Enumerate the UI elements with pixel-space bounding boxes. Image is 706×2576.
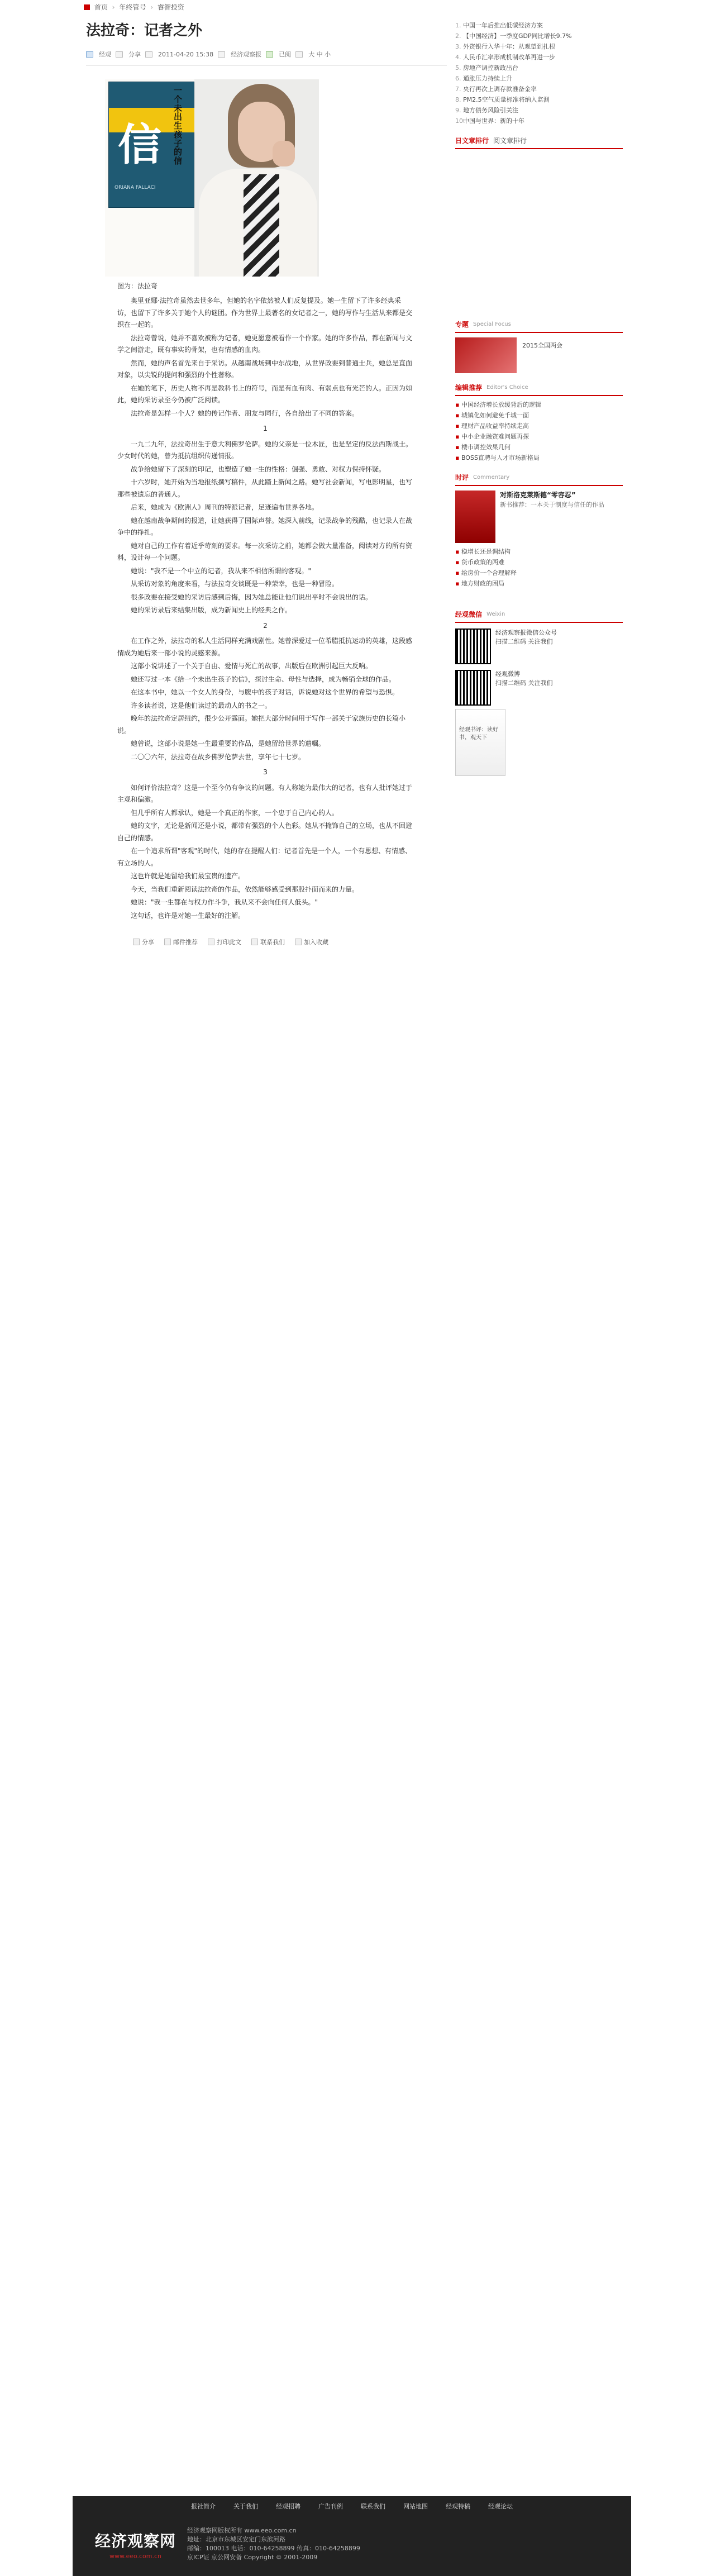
sidebar-list-item[interactable]: [455, 63, 623, 73]
list-item-text: 房地产调控新政出台: [463, 64, 518, 72]
article-paragraph: 她在越南战争期间的报道，让她获得了国际声誉。她深入前线，记录战争的残酷，也记录人在战争中的挣扎。: [117, 516, 413, 536]
footer: [73, 2496, 631, 2576]
qr-title: 经观微信: [455, 611, 483, 618]
font-size-icon: [295, 51, 303, 58]
book-cover-logo: 信: [118, 120, 162, 170]
comment-title: 时评: [455, 474, 469, 482]
section-number: 1: [263, 425, 268, 432]
special-header: [455, 317, 623, 333]
list-item-text: 【中国经济】一季度GDP同比增长9.7%: [463, 32, 572, 40]
sidebar-list-item[interactable]: [455, 94, 623, 105]
article-paragraph: 但几乎所有人都承认，她是一个真正的作家，一个忠于自己内心的人。: [131, 808, 339, 817]
logo-url: www.eeo.com.cn: [109, 2552, 162, 2560]
author-portrait: [194, 79, 319, 277]
footer-nav-link[interactable]: 网站地图: [403, 2503, 428, 2510]
article-paragraph: 许多读者说，这是他们读过的最动人的书之一。: [131, 701, 272, 710]
share-label: 联系我们: [260, 939, 285, 946]
sidebar-list-item[interactable]: [455, 442, 623, 453]
special-title: 专题: [455, 321, 469, 328]
editor-header: [455, 380, 623, 396]
bullet-icon: ▪: [455, 433, 461, 440]
qr-desc: 扫描二维码 关注我们: [495, 679, 553, 687]
list-item-text: 外资银行入华十年：从观望到扎根: [463, 43, 555, 50]
article-paragraph: 战争给她留下了深刻的印记，也塑造了她一生的性格：倔强、勇敢、对权力保持怀疑。: [131, 465, 386, 473]
print-icon: [208, 939, 214, 945]
article-paragraph: 这部小说讲述了一个关于自由、爱情与死亡的故事，出版后在欧洲引起巨大反响。: [131, 662, 373, 670]
channel-icon: [218, 51, 225, 58]
footer-nav-link[interactable]: 广告刊例: [318, 2503, 343, 2510]
qr-item: [455, 670, 623, 706]
sidebar-list-item[interactable]: [455, 52, 623, 63]
ranking-tab[interactable]: 日文章排行: [455, 137, 489, 145]
bullet-icon: ▪: [455, 401, 461, 408]
portrait-hand: [273, 141, 295, 166]
bullet-icon: ▪: [455, 559, 461, 566]
list-item-text: 地方财政的困局: [461, 580, 504, 587]
share-item[interactable]: [295, 937, 328, 946]
article-paragraph: 二〇〇六年，法拉奇在故乡佛罗伦萨去世，享年七十七岁。: [131, 753, 306, 761]
sidebar-list-item[interactable]: [455, 578, 623, 589]
list-item-text: 给房价一个合理解释: [461, 569, 517, 577]
book-recommend[interactable]: [455, 491, 623, 543]
list-item-text: 中国一年后推出低碳经济方案: [463, 22, 543, 29]
breadcrumb: [84, 2, 184, 12]
article-date: 2011-04-20 15:38: [158, 50, 214, 58]
article-channel[interactable]: 经济观察报: [231, 51, 262, 58]
book-cover-title-art: 一个未出生孩子的信: [174, 85, 183, 166]
mail-icon: [164, 939, 171, 945]
sidebar-list-item[interactable]: [455, 73, 623, 84]
sidebar-list-item[interactable]: [455, 84, 623, 94]
breadcrumb-separator: ›: [150, 3, 153, 11]
footer-info: [187, 2526, 360, 2562]
sidebar-list-item[interactable]: [455, 421, 623, 431]
article-paragraph: 她说："我一生都在与权力作斗争，我从来不会向任何人低头。": [131, 898, 318, 906]
section-number: 2: [263, 621, 268, 630]
font-size-control[interactable]: 大 中 小: [308, 51, 331, 58]
footer-nav-link[interactable]: 联系我们: [361, 2503, 385, 2510]
footer-nav-link[interactable]: 报社简介: [191, 2503, 216, 2510]
list-item-text: 央行再次上调存款准备金率: [463, 85, 537, 93]
article-paragraph: 然而，她的声名首先来自于采访。从越南战场到中东战地，从世界政要到普通士兵，她总是直面对象，以尖锐的提问和强烈的个性著称。: [117, 359, 413, 379]
list-item-text: 中国与世界：新的十年: [463, 117, 524, 125]
article-paragraph: 十六岁时，她开始为当地报纸撰写稿件，从此踏上新闻之路。她写社会新闻，写电影明星，也写那些被遗忘的普通人。: [117, 478, 413, 498]
article-paragraph: 她对自己的工作有着近乎苛刻的要求。每一次采访之前，她都会做大量准备，阅读对方的所有资料，设计每一个问题。: [117, 541, 413, 561]
share-label: 分享: [142, 939, 154, 946]
comment-header: [455, 470, 623, 486]
list-item-text: 中小企业融资难问题再探: [461, 433, 529, 440]
article-paragraph: 奥里亚娜·法拉奇虽然去世多年，但她的名字依然被人们反复提及。她一生留下了许多经典采访，也留下了许多关于她个人的谜团。作为世界上最著名的女记者之一，她的写作与生活从来都是交织在一起的。: [117, 297, 413, 328]
qr-item: [455, 628, 623, 664]
special-label: 2015全国两会: [522, 342, 562, 349]
footer-info-line: 地址：北京市东城区安定门东滨河路: [187, 2536, 286, 2543]
sidebar-list-item[interactable]: [455, 116, 623, 126]
article-paragraph: 法拉奇是怎样一个人？她的传记作者、朋友与同行，各自给出了不同的答案。: [131, 409, 359, 417]
editor-en: Editor's Choice: [486, 384, 528, 391]
sidebar: [455, 20, 623, 776]
sidebar-list-item[interactable]: [455, 399, 623, 410]
editor-list: [455, 399, 623, 463]
footer-nav-link[interactable]: 经观论坛: [488, 2503, 513, 2510]
contact-icon: [251, 939, 258, 945]
sidebar-list-item[interactable]: [455, 31, 623, 41]
book-thumbnail: [455, 491, 495, 543]
article-paragraph: 后来，她成为《欧洲人》周刊的特派记者，足迹遍布世界各地。: [131, 503, 319, 511]
share-label: 加入收藏: [304, 939, 328, 946]
article-paragraph: 晚年的法拉奇定居纽约，很少公开露面。她把大部分时间用于写作一部关于家族历史的长篇小说。: [117, 715, 406, 735]
section-number: 3: [263, 768, 268, 776]
list-item-text: 通胀压力持续上升: [463, 75, 512, 82]
list-item-text: 稳增长还是调结构: [461, 548, 511, 555]
sidebar-list-item[interactable]: [455, 557, 623, 568]
article-paragraph: 她的文字，无论是新闻还是小说，都带有强烈的个人色彩。她从不掩饰自己的立场，也从不回避自己的情感。: [117, 822, 413, 842]
sidebar-list-item[interactable]: [455, 20, 623, 31]
article-paragraph: 这也许就是她留给我们最宝贵的遗产。: [131, 872, 245, 880]
share-label: 邮件推荐: [173, 939, 198, 946]
footer-nav-link[interactable]: 经观特稿: [446, 2503, 470, 2510]
share-item[interactable]: [133, 937, 154, 946]
list-index: 5.: [455, 64, 461, 72]
ranking-header: [455, 133, 623, 149]
spacer: [455, 596, 623, 607]
article-body: [117, 295, 413, 922]
breadcrumb-item[interactable]: 年终管号: [119, 3, 146, 11]
list-index: 2.: [455, 32, 461, 40]
list-index: 1.: [455, 22, 461, 29]
article-source[interactable]: 分享: [128, 51, 141, 58]
list-index: 10.: [455, 117, 465, 125]
date-icon: [145, 51, 152, 58]
qr-title-text: 经观微博: [495, 670, 520, 678]
sidebar-list-item[interactable]: [455, 410, 623, 421]
list-index: 3.: [455, 43, 461, 50]
article-hero-image: [105, 79, 319, 277]
source-icon: [116, 51, 123, 58]
article-paragraph: 从采访对象的角度来看，与法拉奇交谈既是一种荣幸，也是一种冒险。: [131, 580, 339, 588]
sidebar-list-item[interactable]: [455, 431, 623, 442]
article-paragraph: 在这本书中，她以一个女人的身份，与腹中的孩子对话，诉说她对这个世界的希望与恐惧。: [131, 688, 399, 696]
list-item-text: 中国经济增长放缓背后的逻辑: [461, 401, 541, 408]
list-item-text: 地方债务风险引关注: [463, 107, 518, 114]
sidebar-list-item[interactable]: [455, 105, 623, 116]
footer-logo[interactable]: [95, 2529, 176, 2560]
qr-title-text: 经济观察报微信公众号: [495, 629, 557, 636]
qr-header: [455, 607, 623, 623]
list-item-text: 楼市调控效果几何: [461, 444, 511, 451]
article-paragraph: 她说："我不是一个中立的记者，我从来不相信所谓的客观。": [131, 566, 312, 575]
sidebar-ad[interactable]: [455, 709, 505, 776]
editor-title: 编辑推荐: [455, 384, 483, 392]
author-icon: [86, 51, 93, 58]
list-index: 6.: [455, 75, 461, 82]
list-item-text: 货币政策的两难: [461, 559, 504, 566]
share-item[interactable]: [208, 937, 241, 946]
qr-code-icon: [455, 628, 491, 664]
article-paragraph: 在她的笔下，历史人物不再是教科书上的符号，而是有血有肉、有弱点也有光芒的人。正因为如此，她的采访录至今仍被广泛阅读。: [117, 384, 413, 404]
list-item-text: 人民币汇率形成机制改革再进一步: [463, 54, 555, 61]
list-index: 8.: [455, 96, 461, 103]
bullet-icon: ▪: [455, 569, 461, 577]
book-cover-subtitle-art: ORIANA FALLACI: [115, 185, 156, 191]
article-meta: [86, 50, 447, 66]
sidebar-list-item[interactable]: [455, 41, 623, 52]
comment-icon: [266, 51, 273, 58]
bullet-icon: ▪: [455, 548, 461, 555]
special-en: Special Focus: [473, 321, 511, 327]
article-author[interactable]: 经观: [99, 51, 111, 58]
bullet-icon: ▪: [455, 422, 461, 430]
special-item[interactable]: [455, 337, 623, 373]
breadcrumb-separator: ›: [112, 3, 115, 11]
list-item-text: 理财产品收益率持续走高: [461, 422, 529, 430]
breadcrumb-item[interactable]: 首页: [94, 3, 108, 11]
footer-bottom: [95, 2526, 631, 2562]
footer-nav-link[interactable]: 关于我们: [233, 2503, 258, 2510]
footer-info-line: 经济观察网版权所有 www.eeo.com.cn: [187, 2527, 297, 2534]
comment-list: [455, 546, 623, 589]
bookmark-icon: [295, 939, 302, 945]
article-paragraph: 在一个追求所谓"客观"的时代，她的存在提醒人们：记者首先是一个人，一个有思想、有情感、有立场的人。: [117, 847, 412, 867]
article-main: [84, 17, 447, 946]
logo-text: 经济观察网: [95, 2531, 176, 2550]
article-paragraph: 很多政要在接受她的采访后感到后悔，因为她总能让他们说出平时不会说出的话。: [131, 593, 373, 601]
image-caption: 图为：法拉奇: [117, 282, 158, 290]
article-paragraph: 在工作之外，法拉奇的私人生活同样充满戏剧性。她曾深爱过一位希腊抵抗运动的英雄，这段感情成为她后来一部小说的灵感来源。: [117, 637, 413, 657]
footer-nav: [73, 2496, 631, 2511]
ranking-tab-2[interactable]: 阅文章排行: [493, 137, 527, 145]
article-paragraph: 这句话，也许是对她一生最好的注解。: [131, 911, 245, 920]
share-label: 打印此文: [217, 939, 241, 946]
breadcrumb-item[interactable]: 睿智投资: [157, 3, 184, 11]
book-cover: [108, 82, 194, 208]
home-icon[interactable]: [84, 4, 90, 10]
qr-code-icon: [455, 670, 491, 706]
bullet-icon: ▪: [455, 412, 461, 419]
comment-en: Commentary: [473, 474, 510, 480]
share-bar: [133, 937, 447, 946]
article-paragraph: 如何评价法拉奇？这是一个至今仍有争议的问题。有人称她为最伟大的记者，也有人批评她过于主观和偏激。: [117, 783, 413, 803]
top-news-list: [455, 20, 623, 126]
sidebar-list-item[interactable]: [455, 546, 623, 557]
list-index: 7.: [455, 85, 461, 93]
footer-info-line: 京ICP证 京公网安备 Copyright © 2001-2009: [187, 2554, 318, 2561]
list-index: 9.: [455, 107, 461, 114]
footer-info-line: 邮编：100013 电话：010-64258899 传真：010-64258899: [187, 2545, 360, 2552]
comment-link[interactable]: 已阅: [279, 51, 292, 58]
book-title: 对斯洛克莱斯德“零容忍”: [500, 491, 576, 499]
article-title: 法拉奇：记者之外: [86, 22, 203, 39]
share-icon: [133, 939, 140, 945]
list-item-text: 城镇化如何避免千城一面: [461, 412, 529, 419]
footer-nav-link[interactable]: 经观招聘: [276, 2503, 300, 2510]
article-paragraph: 今天，当我们重新阅读法拉奇的作品，依然能够感受到那股扑面而来的力量。: [131, 885, 359, 893]
article-paragraph: 她的采访录后来结集出版，成为新闻史上的经典之作。: [131, 606, 292, 614]
list-index: 4.: [455, 54, 461, 61]
qr-desc: 扫描二维码 关注我们: [495, 638, 553, 645]
book-desc: 新书推荐：一本关于制度与信任的作品: [500, 501, 604, 508]
article-paragraph: 一九二九年，法拉奇出生于意大利佛罗伦萨。她的父亲是一位木匠，也是坚定的反法西斯战士。少女时代的她，曾为抵抗组织传递情报。: [117, 440, 413, 460]
list-item-text: PM2.5空气质量标准将纳入监测: [463, 96, 550, 103]
share-item[interactable]: [164, 937, 198, 946]
list-item-text: BOSS直聘与人才市场新格局: [461, 454, 540, 461]
share-item[interactable]: [251, 937, 285, 946]
article-paragraph: 法拉奇曾说，她并不喜欢被称为记者，她更愿意被看作一个作家。她的许多作品，都在新闻与文学之间游走，既有事实的骨架，也有情感的血肉。: [117, 334, 413, 354]
article-paragraph: 她曾说，这部小说是她一生最重要的作品，是她留给世界的遗嘱。: [131, 740, 326, 747]
special-thumbnail: [455, 337, 517, 373]
sidebar-list-item[interactable]: [455, 568, 623, 578]
bullet-icon: ▪: [455, 444, 461, 451]
portrait-shirt: [244, 174, 279, 277]
article-paragraph: 她还写过一本《给一个未出生孩子的信》，探讨生命、母性与选择，成为畅销全球的作品。: [131, 675, 396, 683]
qr-en: Weixin: [486, 611, 505, 617]
spacer: [455, 149, 623, 317]
sidebar-list-item[interactable]: [455, 453, 623, 463]
bullet-icon: ▪: [455, 580, 461, 587]
ad-text: 经观书评：读好书，观天下: [459, 727, 498, 741]
bullet-icon: ▪: [455, 454, 461, 461]
